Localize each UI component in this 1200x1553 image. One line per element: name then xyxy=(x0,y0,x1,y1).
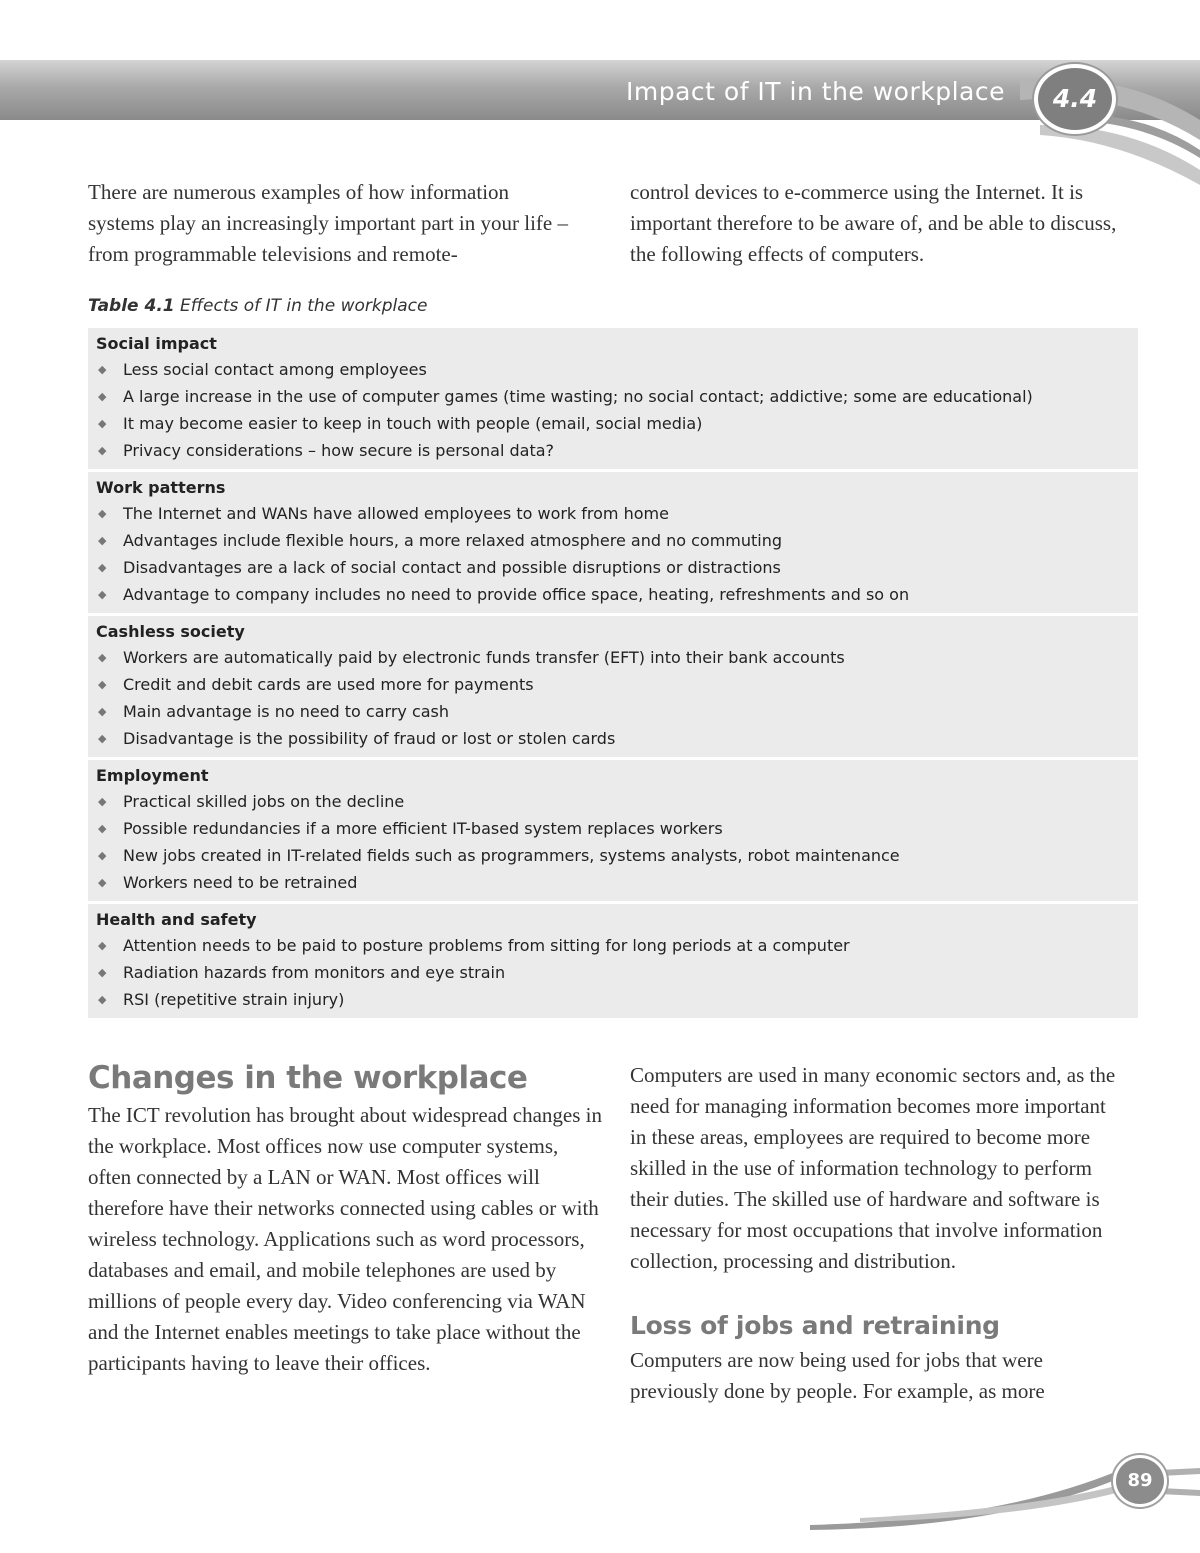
bullet-list xyxy=(96,500,1130,608)
list-item xyxy=(96,725,1130,752)
table-section-employment xyxy=(88,760,1138,901)
list-item xyxy=(96,671,1130,698)
changes-right-column xyxy=(630,1060,1125,1407)
diamond-bullet-icon: ◆ xyxy=(98,993,107,1006)
list-item xyxy=(96,581,1130,608)
list-item-text: Practical skilled jobs on the decline xyxy=(123,792,405,811)
chapter-title: Impact of IT in the workplace xyxy=(625,77,1005,106)
list-item xyxy=(96,698,1130,725)
list-item-text: Disadvantages are a lack of social contact and possible disruptions or distractions xyxy=(123,558,781,577)
bullet-list xyxy=(96,788,1130,896)
list-item xyxy=(96,815,1130,842)
diamond-bullet-icon: ◆ xyxy=(98,651,107,664)
list-item xyxy=(96,410,1130,437)
list-item-text: RSI (repetitive strain injury) xyxy=(123,990,345,1009)
intro-left-column xyxy=(88,177,568,270)
list-item-text: Possible redundancies if a more efficient IT-based system replaces workers xyxy=(123,819,723,838)
list-item-text: New jobs created in IT-related fields such as programmers, systems analysts, robot maintenance xyxy=(123,846,900,865)
diamond-bullet-icon: ◆ xyxy=(98,534,107,547)
table-section-cashless-society xyxy=(88,616,1138,757)
table-caption-number: Table 4.1 xyxy=(88,296,175,316)
diamond-bullet-icon: ◆ xyxy=(98,588,107,601)
changes-heading: Changes in the workplace xyxy=(88,1060,528,1096)
table-section-health-and-safety xyxy=(88,904,1138,1018)
intro-right-column xyxy=(630,177,1120,270)
bullet-list xyxy=(96,932,1130,1013)
list-item-text: Workers are automatically paid by electronic funds transfer (EFT) into their bank accounts xyxy=(123,648,845,667)
diamond-bullet-icon: ◆ xyxy=(98,507,107,520)
diamond-bullet-icon: ◆ xyxy=(98,822,107,835)
section-heading: Employment xyxy=(96,766,209,785)
diamond-bullet-icon: ◆ xyxy=(98,417,107,430)
section-heading: Cashless society xyxy=(96,622,245,641)
diamond-bullet-icon: ◆ xyxy=(98,444,107,457)
list-item xyxy=(96,356,1130,383)
section-heading: Social impact xyxy=(96,334,217,353)
loss-of-jobs-paragraph: Computers are now being used for jobs that were previously done by people. For example, as more xyxy=(630,1348,1045,1403)
list-item xyxy=(96,959,1130,986)
diamond-bullet-icon: ◆ xyxy=(98,705,107,718)
list-item xyxy=(96,986,1130,1013)
list-item-text: Disadvantage is the possibility of fraud or lost or stolen cards xyxy=(123,729,616,748)
list-item-text: Attention needs to be paid to posture problems from sitting for long periods at a computer xyxy=(123,936,850,955)
list-item-text: Advantage to company includes no need to provide office space, heating, refreshments and so on xyxy=(123,585,910,604)
diamond-bullet-icon: ◆ xyxy=(98,732,107,745)
section-heading: Health and safety xyxy=(96,910,257,929)
table-caption-text: Effects of IT in the workplace xyxy=(180,296,428,316)
section-heading: Work patterns xyxy=(96,478,226,497)
list-item xyxy=(96,527,1130,554)
table-caption xyxy=(88,296,427,316)
list-item-text: A large increase in the use of computer games (time wasting; no social contact; addictive; some are educational) xyxy=(123,387,1033,406)
intro-right-text: control devices to e-commerce using the Internet. It is important therefore to be aware of, and be able to discuss, the following effects of computers. xyxy=(630,180,1117,266)
diamond-bullet-icon: ◆ xyxy=(98,363,107,376)
list-item xyxy=(96,788,1130,815)
intro-left-text: There are numerous examples of how information systems play an increasingly important part in your life – from programmable televisions and remote- xyxy=(88,180,568,266)
table-section-work-patterns xyxy=(88,472,1138,613)
list-item xyxy=(96,554,1130,581)
effects-table xyxy=(88,328,1138,1021)
changes-right-paragraph: Computers are used in many economic sectors and, as the need for managing information becomes more important in these areas, employees are required to become more skilled in the use of information technology to perform their duties. The skilled use of hardware and software is necessary for most occupations that involve information collection, processing and distribution. xyxy=(630,1063,1116,1273)
diamond-bullet-icon: ◆ xyxy=(98,561,107,574)
list-item xyxy=(96,383,1130,410)
page-number-badge: 89 xyxy=(1113,1455,1167,1507)
table-section-social-impact xyxy=(88,328,1138,469)
list-item-text: Radiation hazards from monitors and eye strain xyxy=(123,963,506,982)
list-item-text: Credit and debit cards are used more for payments xyxy=(123,675,534,694)
list-item-text: The Internet and WANs have allowed employees to work from home xyxy=(123,504,669,523)
list-item xyxy=(96,869,1130,896)
diamond-bullet-icon: ◆ xyxy=(98,795,107,808)
section-number-badge: 4.4 xyxy=(1034,64,1116,134)
diamond-bullet-icon: ◆ xyxy=(98,939,107,952)
list-item-text: Main advantage is no need to carry cash xyxy=(123,702,450,721)
list-item-text: Less social contact among employees xyxy=(123,360,427,379)
list-item-text: Advantages include flexible hours, a more relaxed atmosphere and no commuting xyxy=(123,531,783,550)
list-item xyxy=(96,500,1130,527)
changes-left-paragraph: The ICT revolution has brought about widespread changes in the workplace. Most offices now use computer systems, often connected by a LAN or WAN. Most offices will therefore have their networks connected using cables or with wireless technology. Applications such as word processors, databases and email, and mobile telephones are used by millions of people every day. Video conferencing via WAN and the Internet enables meetings to take place without the participants having to leave their offices. xyxy=(88,1103,602,1375)
list-item-text: It may become easier to keep in touch with people (email, social media) xyxy=(123,414,703,433)
bullet-list xyxy=(96,644,1130,752)
changes-left-column xyxy=(88,1058,603,1379)
bullet-list xyxy=(96,356,1130,464)
list-item-text: Workers need to be retrained xyxy=(123,873,358,892)
diamond-bullet-icon: ◆ xyxy=(98,966,107,979)
list-item xyxy=(96,842,1130,869)
diamond-bullet-icon: ◆ xyxy=(98,678,107,691)
list-item xyxy=(96,932,1130,959)
diamond-bullet-icon: ◆ xyxy=(98,849,107,862)
diamond-bullet-icon: ◆ xyxy=(98,390,107,403)
list-item xyxy=(96,437,1130,464)
list-item xyxy=(96,644,1130,671)
list-item-text: Privacy considerations – how secure is personal data? xyxy=(123,441,555,460)
loss-of-jobs-heading: Loss of jobs and retraining xyxy=(630,1311,1000,1340)
diamond-bullet-icon: ◆ xyxy=(98,876,107,889)
